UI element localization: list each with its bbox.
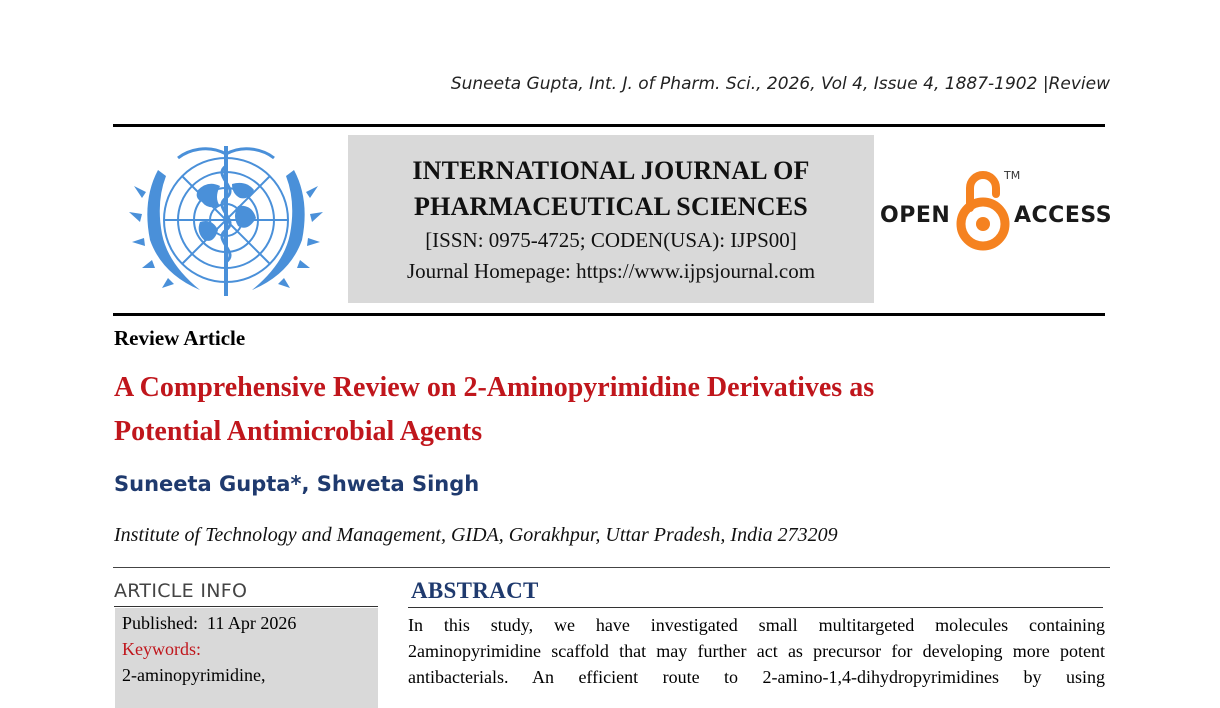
published-row: [122, 610, 378, 636]
header-rule-bottom: [113, 313, 1105, 316]
journal-title-line2: PHARMACEUTICAL SCIENCES: [414, 192, 808, 221]
journal-masthead: [348, 135, 874, 303]
article-info-heading: ARTICLE INFO: [114, 580, 248, 602]
article-info-rule: [114, 606, 378, 607]
keywords-label: Keywords:: [122, 639, 201, 659]
article-title: [114, 366, 1104, 454]
abstract-line: 2aminopyrimidine scaffold that may further act as precursor for developing more potent: [408, 641, 1105, 661]
published-date: 11 Apr 2026: [207, 613, 297, 633]
open-access-trademark: TM: [1004, 169, 1021, 182]
abstract-text: [408, 612, 1105, 690]
open-access-open-label: OPEN: [880, 203, 951, 228]
article-info-panel: [115, 608, 378, 708]
author-affiliation: Institute of Technology and Management, GIDA, Gorakhpur, Uttar Pradesh, India 273209: [114, 524, 838, 546]
keyword-item: 2-aminopyrimidine,: [122, 665, 266, 685]
journal-title-line1: INTERNATIONAL JOURNAL OF: [412, 156, 810, 185]
affiliation-rule: [113, 567, 1110, 568]
article-type: Review Article: [114, 326, 246, 350]
running-head: Suneeta Gupta, Int. J. of Pharm. Sci., 2026, Vol 4, Issue 4, 1887-1902 |Review: [450, 74, 1110, 94]
journal-emblem-logo: [128, 140, 324, 304]
article-title-line2: Potential Antimicrobial Agents: [114, 416, 483, 447]
published-label: Published:: [122, 613, 199, 633]
open-access-access-label: ACCESS: [1014, 203, 1113, 228]
article-authors: Suneeta Gupta*, Shweta Singh: [114, 472, 480, 496]
abstract-rule: [408, 607, 1103, 608]
open-access-badge: [880, 168, 1113, 252]
abstract-line: antibacterials. An efficient route to 2-amino-1,4-dihydropyrimidines by using: [408, 667, 1105, 687]
article-title-line1: A Comprehensive Review on 2-Aminopyrimidine Derivatives as: [114, 372, 875, 403]
abstract-line: In this study, we have investigated small multitargeted molecules containing: [408, 615, 1105, 635]
journal-homepage: Journal Homepage: https://www.ijpsjournal.com: [406, 259, 816, 283]
header-rule-top: [113, 124, 1105, 127]
abstract-heading: ABSTRACT: [411, 578, 539, 603]
journal-title: [348, 153, 874, 225]
journal-issn: [ISSN: 0975-4725; CODEN(USA): IJPS00]: [425, 228, 797, 252]
